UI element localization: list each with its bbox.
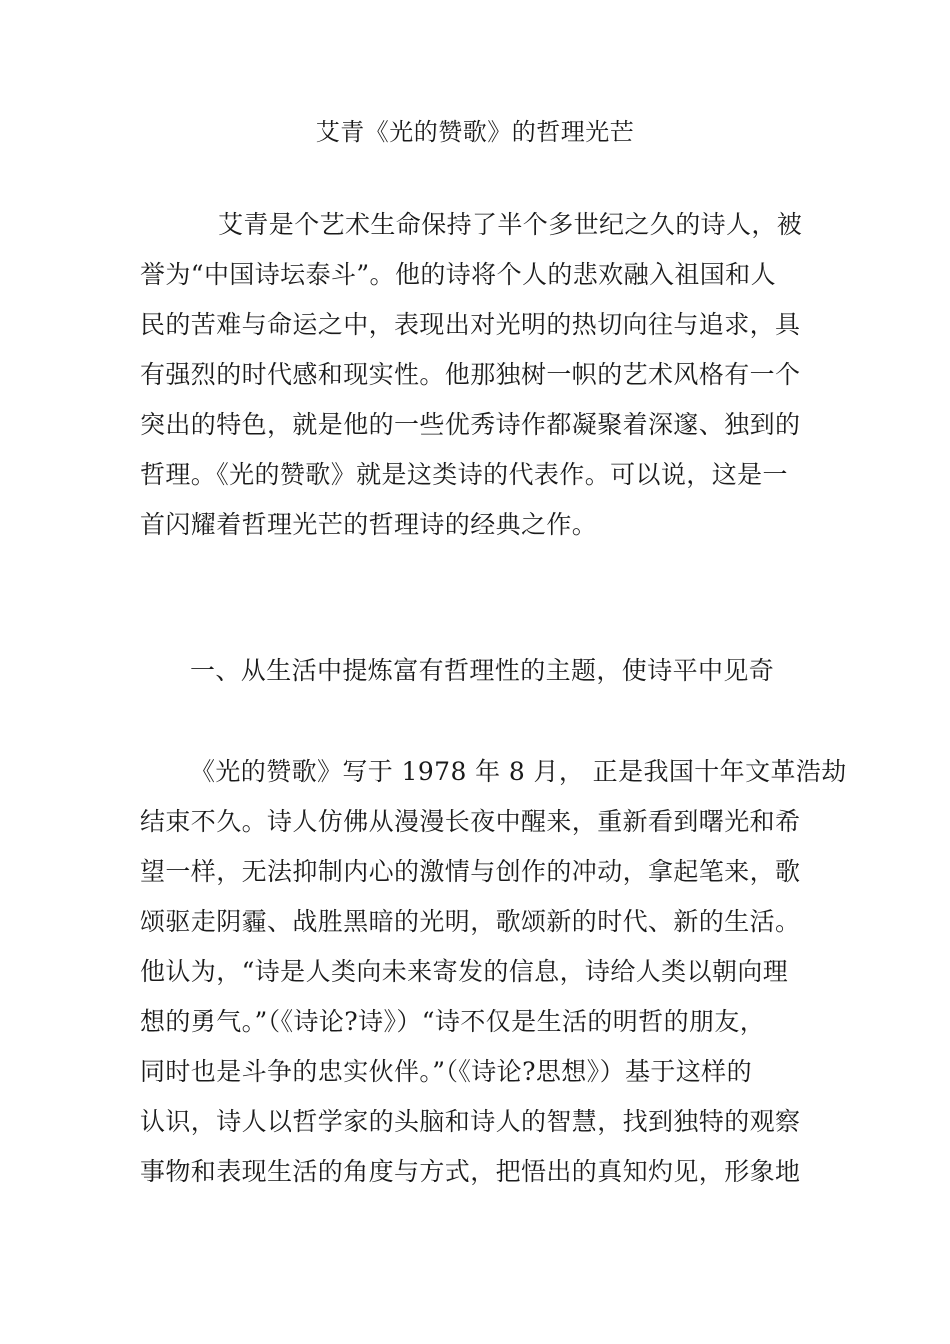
- intro-line: 哲理。《光的赞歌》就是这类诗的代表作。可以说，这是一: [140, 460, 788, 489]
- body-line: 结束不久。诗人仿佛从漫漫长夜中醒来，重新看到曙光和希: [140, 807, 801, 836]
- body-line: 事物和表现生活的角度与方式，把悟出的真知灼见，形象地: [140, 1157, 801, 1186]
- intro-line: 誉为“中国诗坛泰斗”。他的诗将个人的悲欢融入祖国和人: [140, 260, 776, 289]
- body-line: 望一样，无法抑制内心的激情与创作的冲动，拿起笔来，歌: [140, 857, 801, 886]
- body-line: 《光的赞歌》写于 1978 年 8 月， 正是我国十年文革浩劫: [190, 757, 847, 786]
- document-title: 艾青《光的赞歌》的哲理光芒: [315, 118, 635, 146]
- intro-line: 有强烈的时代感和现实性。他那独树一帜的艺术风格有一个: [140, 360, 801, 389]
- intro-line: 首闪耀着哲理光芒的哲理诗的经典之作。: [140, 510, 598, 539]
- intro-line: 艾青是个艺术生命保持了半个多世纪之久的诗人，被: [218, 210, 803, 239]
- intro-line: 民的苦难与命运之中，表现出对光明的热切向往与追求，具: [140, 310, 801, 339]
- section-heading: 一、从生活中提炼富有哲理性的主题，使诗平中见奇: [190, 656, 775, 685]
- body-line: 想的勇气。”（《诗论?诗》）“诗不仅是生活的明哲的朋友，: [140, 1007, 766, 1036]
- body-line: 同时也是斗争的忠实伙伴。”（《诗论?思想》）基于这样的: [140, 1057, 752, 1086]
- body-line: 颂驱走阴霾、战胜黑暗的光明，歌颂新的时代、新的生活。: [140, 907, 801, 936]
- intro-line: 突出的特色，就是他的一些优秀诗作都凝聚着深邃、独到的: [140, 410, 801, 439]
- body-line: 认识，诗人以哲学家的头脑和诗人的智慧，找到独特的观察: [140, 1107, 801, 1136]
- body-line: 他认为，“诗是人类向未来寄发的信息，诗给人类以朝向理: [140, 957, 789, 986]
